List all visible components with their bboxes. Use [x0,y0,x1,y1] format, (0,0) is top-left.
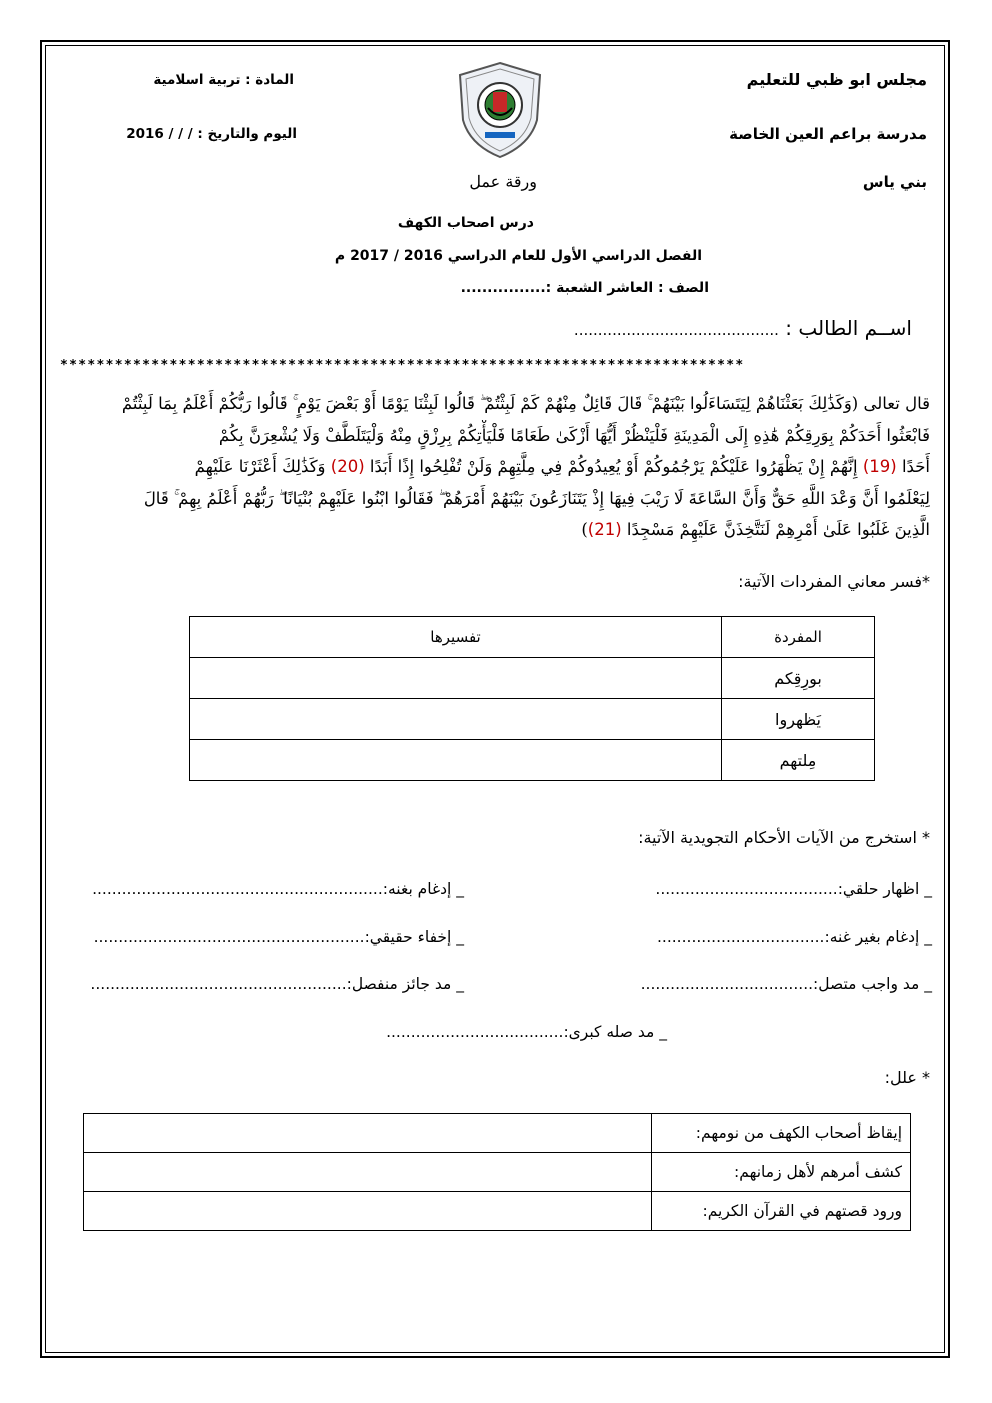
student-name-label: اســم الطالب : [778,316,912,340]
city-name: بني ياس [862,173,927,191]
table-row [190,658,875,699]
reason-answer-cell[interactable] [84,1192,652,1231]
table-row [190,617,875,658]
reason-prompt: ورود قصتهم في القرآن الكريم: [652,1192,911,1231]
reason-prompt: إيقاظ أصحاب الكهف من نومهم: [652,1114,911,1153]
tajweed-item-idgham-ghunna[interactable]: _ إدغام بغنه:........................................................... [92,880,464,898]
table-row [190,740,875,781]
quran-line-4: لِيَعْلَمُوا أَنَّ وَعْدَ اللَّهِ حَقٌّ وَأَنَّ السَّاعَةَ لَا رَيْبَ فِيهَا إِذْ يَتَنَازَعُونَ بَيْنَهُمْ أَمْرَهُمْ ۖ فَقَالُوا ابْنُوا عَلَيْهِمْ بُنْيَانًا ۖ رَبُّهُمْ أَعْلَمُ بِهِمْ ۚ قَالَ [143,488,930,508]
vocab-meaning-header: تفسيرها [190,617,722,658]
semester-line: الفصل الدراسي الأول للعام الدراسي 2016 / 2017 م [334,248,702,264]
table-row [84,1114,911,1153]
school-logo [455,60,545,160]
ayah-number-19: (19) [862,457,897,476]
reasons-question: * علل: [884,1068,930,1087]
quran-passage [60,388,930,546]
student-name-field[interactable]: ........................................... [573,321,779,339]
quran-text: أَحَدًا [901,457,930,476]
school-name: مدرسة براعم العين الخاصة [729,125,927,143]
quran-line-5 [60,514,930,546]
ayah-number-21: (21) [587,520,622,539]
tajweed-item-madd-jaiz[interactable]: _ مد جائز منفصل:.................................................... [90,975,464,993]
council-name: مجلس ابو ظبي للتعليم [746,70,927,89]
vocab-question: *فسر معاني المفردات الآتية: [738,572,930,591]
reason-answer-cell[interactable] [84,1153,652,1192]
vocab-answer-cell[interactable] [190,699,722,740]
tajweed-item-idgham-no-ghunna[interactable]: _ إدغام بغير غنه:.................................. [656,928,932,946]
student-name-row [574,316,912,340]
tajweed-question: * استخرج من الآيات الأحكام التجويدية الآتية: [638,828,930,847]
tajweed-item-madd-sila[interactable]: _ مد صله كبرى:.................................... [386,1023,667,1041]
quran-line-2: فَابْعَثُوا أَحَدَكُمْ بِوَرِقِكُمْ هَٰذِهِ إِلَى الْمَدِينَةِ فَلْيَنْظُرْ أَيُّهَا أَزْكَىٰ طَعَامًا فَلْيَأْتِكُمْ بِرِزْقٍ مِنْهُ وَلْيَتَلَطَّفْ وَلَا يُشْعِرَنَّ بِكُمْ [218,425,930,445]
date-label: اليوم والتاريخ : / / / 2016 [126,126,297,142]
vocab-word: يَظهروا [722,699,875,740]
reason-answer-cell[interactable] [84,1114,652,1153]
lesson-title: درس اصحاب الكهف [397,215,534,231]
vocab-answer-cell[interactable] [190,740,722,781]
worksheet-title: ورقة عمل [469,172,537,191]
table-row [84,1153,911,1192]
table-row [190,699,875,740]
table-row [84,1192,911,1231]
vocab-table [189,616,875,781]
class-section-line: الصف : العاشر الشعبة :................ [460,280,709,296]
quran-text: الَّذِينَ غَلَبُوا عَلَىٰ أَمْرِهِمْ لَنَتَّخِذَنَّ عَلَيْهِمْ مَسْجِدًا [626,520,930,539]
reasons-table [83,1113,911,1231]
ayah-number-20: (20) [330,457,365,476]
quran-line-1: قال تعالى (وَكَذَٰلِكَ بَعَثْنَاهُمْ لِيَتَسَاءَلُوا بَيْنَهُمْ ۚ قَالَ قَائِلٌ مِنْهُمْ كَمْ لَبِثْتُمْ ۖ قَالُوا لَبِثْنَا يَوْمًا أَوْ بَعْضَ يَوْمٍ ۚ قَالُوا رَبُّكُمْ أَعْلَمُ بِمَا لَبِثْتُمْ [121,394,930,413]
vocab-answer-cell[interactable] [190,658,722,699]
vocab-word: بورِقِكم [722,658,875,699]
subject-label: المادة : تربية اسلامية [153,72,294,88]
separator-stars: *************************************************************************** [60,358,745,373]
quran-text: إِنَّهُمْ إِنْ يَظْهَرُوا عَلَيْكُمْ يَرْجُمُوكُمْ أَوْ يُعِيدُوكُمْ فِي مِلَّتِهِمْ وَلَنْ تُفْلِحُوا إِذًا أَبَدًا [369,457,858,476]
reason-prompt: كشف أمرهم لأهل زمانهم: [652,1153,911,1192]
vocab-word: مِلتهم [722,740,875,781]
quran-text: وَكَذَٰلِكَ أَعْثَرْنَا عَلَيْهِمْ [194,457,326,476]
tajweed-item-ikhfa[interactable]: _ إخفاء حقيقي:....................................................... [93,928,464,946]
tajweed-item-izhar[interactable]: _ اظهار حلقي:..................................... [655,880,932,898]
vocab-word-header: المفردة [722,617,875,658]
tajweed-item-madd-wajib[interactable]: _ مد واجب متصل:................................... [640,975,932,993]
quran-line-3 [60,451,930,483]
closing-paren: ) [581,520,588,539]
